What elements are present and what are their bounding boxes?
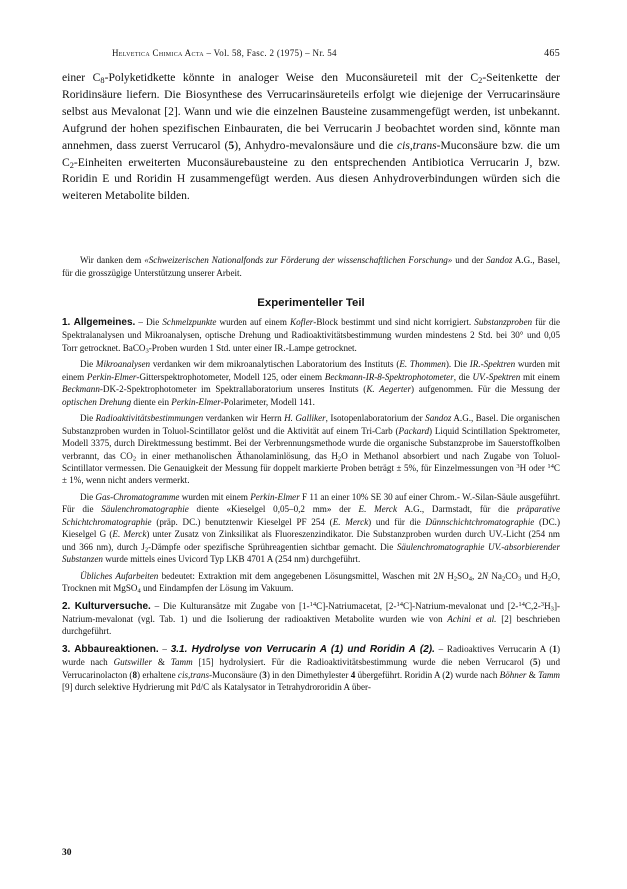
section-1-general: 1. Allgemeines. – Die Schmelzpunkte wurden auf einem Kofler-Block bestimmt und sind nicht korrigiert. Substanzproben für die Spektralanalysen und Mikroanalysen, optische Drehung und Radioaktivitätsbestimmung wurden mindestens 2 Std. bei 30° und 0,05 Torr getrocknet. BaCO$_3$-Proben wurden 1 Std. unter einer IR.-Lampe getrocknet.: [62, 317, 561, 355]
running-header-title: [112, 48, 337, 58]
chromatography-paragraph: Die Gas-Chromatogramme wurden mit einem Perkin-Elmer F 11 an einer 10% SE 30 auf einer Chrom.- W.-Silan-Säule ausgeführt. Für die Säulenchromatographie diente «Kieselgel 0,05–0,2 mm» der E. Merck A.G., Darmstadt, für die präparative Schichtchromatographie (präp. DC.) benutztenwir Kieselgel PF 254 (E. Merck) und für die Dünnschichtchromatographie (DC.) Kieselgel G (E. Merck) unter Zusatz von Zinksilikat als Fluoreszenzindikator. Die Substanzproben wurden durch UV.-Licht (254 nm und 366 nm), durch $J_2$-Dämpfe oder spezifische Sprühreagentien sichtbar gemacht. Die Säulenchromatographie UV.-absorbierender Substanzen wurde mittels eines Uvicord Typ LKB 4701 A (254 nm) durchgeführt.: [62, 491, 561, 565]
journal-name: Helvetica Chimica Acta: [112, 48, 204, 58]
page-number: 465: [544, 48, 560, 59]
microanalysis-paragraph: Die Mikroanalysen verdanken wir dem mikroanalytischen Laboratorium des Instituts (E. Thommen). Die IR.-Spektren wurden mit einem Perkin-Elmer-Gitterspektrophotometer, Modell 125, oder einem Beckmann-IR-8-Spektrophotometer, die UV.-Spektren mit einem Beckmann-DK-2-Spektrophotometer im Spektrallaboratorium unseres Instituts (K. Aegerter) aufgenommen. Für die Messung der optischen Drehung diente ein Perkin-Elmer-Polarimeter, Modell 141.: [62, 359, 561, 407]
subsection-heading-2: 2. Kulturversuche.: [62, 600, 151, 612]
subsection-heading-1: 1. Allgemeines.: [62, 317, 136, 328]
intro-paragraph: einer $C_8$-Polyketidkette könnte in analoger Weise den Muconsäureteil mit der $C_2$-Seitenkette der Roridinsäure liefern. Die Biosynthese des Verrucarinsäureteils erfolgt wie diejenige der Verrucarinsäure selbst aus Mevalonat [2]. Wann und wie die einzelnen Bausteine zusammengefügt werden, ist unbekannt. Aufgrund der hohen spezifischen Einbauraten, die bei Verrucarin J beobachtet worden sind, könnte man annehmen, dass zuerst Verrucarol (5), Anhydro-mevalonsäure und die cis,trans-Muconsäure bzw. die um $C_2$-Einheiten erweiterten Muconsäurebausteine zu den entsprechenden Antibiotica Verrucarin J, bzw. Roridin E und Roridin H zusammengefügt werden. Aus diesen Anhydroverbindungen würden sich die weiteren Metabolite bilden.: [62, 71, 560, 203]
subsection-heading-3-1: 3.1. Hydrolyse von Verrucarin A (1) und Roridin A (2).: [170, 643, 435, 655]
section-heading: Experimenteller Teil: [257, 297, 365, 309]
radioactivity-paragraph: Die Radioaktivitätsbestimmungen verdanken wir Herrn H. Galliker, Isotopenlaboratorium der Sandoz A.G., Basel. Die organischen Substanzproben wurden in Toluol-Scintillator gelöst und die Aktivität auf einem Tri-Carb (Packard) Liquid Scintillation Spektrometer, Modell 3375, durch Direktmessung bestimmt. Bei der Verbrennungsmethode wurde die organische Substanzprobe im Sauerstoffkolben verbrannt, das $CO_2$ in einer methanolischen Äthanolaminlösung, das $H_2O$ in Methanol absorbiert und nach Zugabe von Toluol-Scintillator vermessen. Die Genauigkeit der Messung für doppelt markierte Proben beträgt ± 5%, für Einzelmessungen von $^3$H oder $^{14}$C ± 1%, wenn nicht anders vermerkt.: [62, 413, 561, 486]
workup-paragraph: Übliches Aufarbeiten bedeutet: Extraktion mit dem angegebenen Lösungsmittel, Waschen mit 2N $H_2SO_4$, 2N $Na_2CO_3$ und $H_2O$, Trocknen mit MgSO$_4$ und Eindampfen der Lösung im Vakuum.: [62, 570, 560, 595]
volume-info: – Vol. 58, Fasc. 2 (1975) – Nr. 54: [203, 48, 337, 58]
section-3-degradation: 3. Abbaureaktionen. – 3.1. Hydrolyse von Verrucarin A (1) und Roridin A (2). – Radioaktives Verrucarin A (1) wurde nach Gutswiller & Tamm [15] hydrolysiert. Für die Radioaktivitätsbestimmung wurde die neben Verrucarol (5) und Verrucarinolacton (8) erhaltene cis,trans-Muconsäure (3) in den Dimethylester 4 übergeführt. Roridin A (2) wurde nach Böhner & Tamm [9] durch selektive Hydrierung mit Pd/C als Katalysator in Tetrahydrororidin A über-: [62, 643, 560, 693]
subsection-heading-3: 3. Abbaureaktionen.: [62, 643, 159, 655]
signature-mark: 30: [62, 848, 72, 858]
acknowledgement: Wir danken dem «Schweizerischen Nationalfonds zur Förderung der wissenschaftlichen Forschung» und der Sandoz A.G., Basel, für die grosszügige Unterstützung unserer Arbeit.: [62, 255, 561, 279]
experimental-body: [62, 316, 560, 698]
running-header: [62, 48, 560, 62]
section-2-culture: 2. Kulturversuche. – Die Kulturansätze mit Zugabe von [1-$^{14}$C]-Natriumacetat, [2-$^{14}$C]-Natrium-mevalonat und $[2-^{14}C,2-^3H_3]-Natrium$-mevalonat (vgl. Tab. 1) und die Isolierung der radioaktiven Metabolite wurden wie von Achini et al. [2] beschrieben durchgeführt.: [62, 600, 560, 637]
